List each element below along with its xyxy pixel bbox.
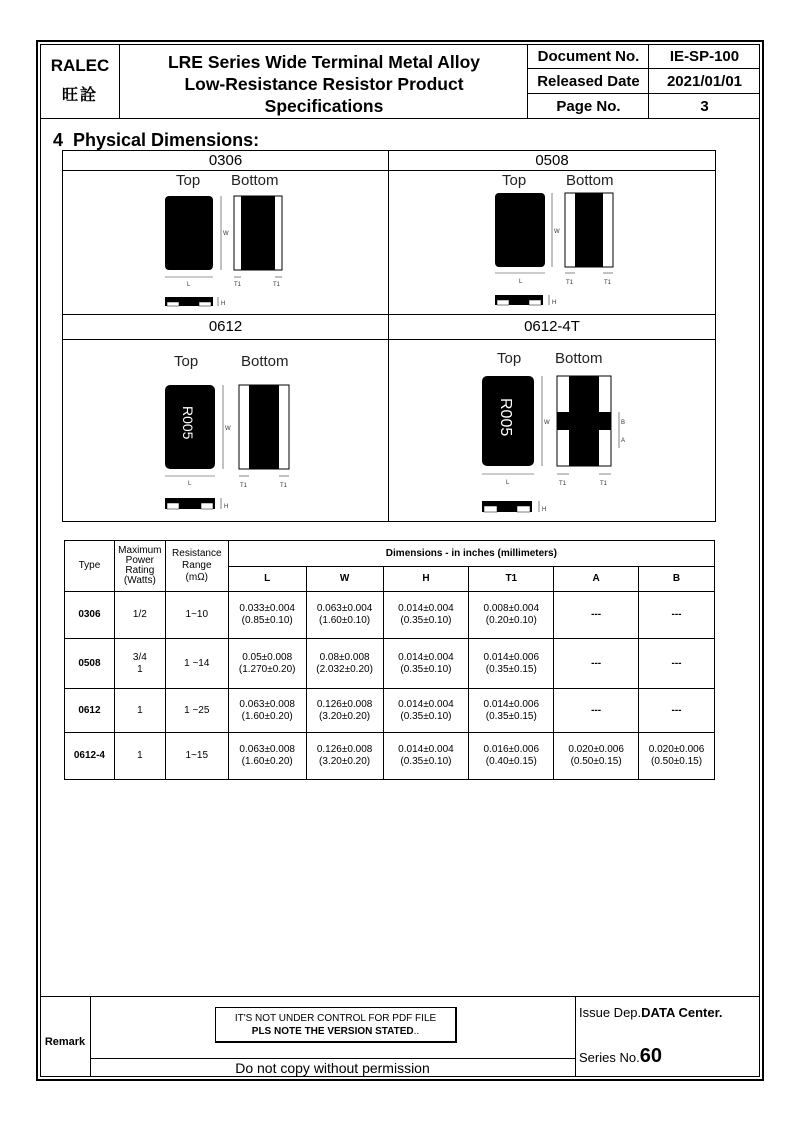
cell-h: 0.014±0.004 (0.35±0.10): [383, 733, 469, 780]
issue-dep: [579, 1005, 723, 1020]
cell-range: 1~10: [165, 592, 228, 639]
dimension-figures: [62, 150, 716, 522]
col-header-a: A: [554, 567, 639, 592]
panel-title-0612: 0612: [208, 318, 243, 335]
col-header-t1: T1: [469, 567, 554, 592]
cell-a: ---: [554, 689, 639, 733]
col-header-type: Type: [65, 541, 115, 592]
bottom-label: Bottom: [555, 350, 603, 367]
drawing-0612: [63, 340, 388, 521]
cell-h: 0.014±0.004 (0.35±0.10): [383, 592, 469, 639]
pdf-control-notice: [215, 1007, 457, 1043]
dim-label-t1: T1: [600, 481, 608, 487]
panel-title-0508: 0508: [535, 152, 569, 169]
dim-label-l: L: [506, 480, 510, 486]
dim-label-h: H: [552, 300, 557, 306]
dim-label-t1: T1: [273, 282, 281, 288]
table-row: [65, 689, 715, 733]
table-row: [65, 639, 715, 689]
cell-type: 0508: [65, 639, 115, 689]
col-header-power: Maximum Power Rating (Watts): [114, 541, 165, 592]
top-label: Top: [174, 353, 199, 370]
dim-label-t1: T1: [559, 481, 567, 487]
bottom-label: Bottom: [566, 172, 614, 189]
series-label: Series No.: [579, 1050, 640, 1065]
cell-w: 0.126±0.008 (3.20±0.20): [306, 689, 383, 733]
resistor-marking: R005: [180, 406, 196, 440]
dim-label-t1: T1: [240, 483, 248, 489]
cell-a: ---: [554, 639, 639, 689]
col-header-b: B: [639, 567, 715, 592]
copy-notice: Do not copy without permission: [235, 1060, 430, 1076]
cell-t1: 0.016±0.006 (0.40±0.15): [469, 733, 554, 780]
cell-b: 0.020±0.006 (0.50±0.15): [639, 733, 715, 780]
company-name: RALEC: [50, 56, 110, 75]
dim-label-w: W: [223, 231, 229, 237]
cell-power: 1: [114, 689, 165, 733]
page-no-value: 3: [700, 98, 709, 115]
dim-label-t1: T1: [234, 282, 242, 288]
issue-value: DATA Center.: [641, 1005, 723, 1020]
section-heading: 4 Physical Dimensions:: [53, 130, 260, 150]
resistor-top-view: [165, 196, 213, 270]
remark-label: Remark: [44, 1036, 86, 1048]
notice-suffix: ..: [413, 1026, 420, 1037]
dim-label-l: L: [187, 282, 191, 288]
table-header-row: [65, 541, 715, 567]
col-header-resistance: Resistance Range (mΩ): [165, 541, 228, 592]
panel-title-0306: 0306: [208, 152, 243, 169]
dim-label-a: A: [621, 438, 626, 444]
released-label: Released Date: [537, 73, 640, 90]
cell-power: 1/2: [114, 592, 165, 639]
cell-a: 0.020±0.006 (0.50±0.15): [554, 733, 639, 780]
cell-power: 1: [114, 733, 165, 780]
table-row: [65, 733, 715, 780]
cell-range: 1 ~25: [165, 689, 228, 733]
bottom-label: Bottom: [241, 353, 289, 370]
col-header-l: L: [228, 567, 306, 592]
col-header-w: W: [306, 567, 383, 592]
col-header-dimensions: Dimensions - in inches (millimeters): [228, 541, 714, 567]
resistor-top-view: [495, 193, 545, 267]
dim-label-t1: T1: [280, 483, 288, 489]
drawing-0306: [63, 171, 388, 314]
cell-l: 0.033±0.004 (0.85±0.10): [228, 592, 306, 639]
title-line-1: LRE Series Wide Terminal Metal Alloy: [167, 52, 480, 72]
series-no: [579, 1045, 662, 1068]
fig-rule-2: [63, 314, 715, 315]
top-label: Top: [502, 172, 527, 189]
cell-w: 0.08±0.008 (2.032±0.20): [306, 639, 383, 689]
cell-a: ---: [554, 592, 639, 639]
bottom-label: Bottom: [231, 172, 279, 189]
panel-title-0612-4t: 0612-4T: [524, 318, 580, 335]
dim-label-h: H: [224, 504, 229, 510]
cell-w: 0.126±0.008 (3.20±0.20): [306, 733, 383, 780]
cell-w: 0.063±0.004 (1.60±0.10): [306, 592, 383, 639]
cell-range: 1 ~14: [165, 639, 228, 689]
table-row: [65, 592, 715, 639]
cell-type: 0612: [65, 689, 115, 733]
dim-label-w: W: [225, 426, 231, 432]
footer-top-rule: [40, 996, 760, 997]
dim-label-t1: T1: [566, 280, 574, 286]
cell-h: 0.014±0.004 (0.35±0.10): [383, 639, 469, 689]
released-value: 2021/01/01: [666, 73, 743, 90]
cell-power: 3/4 1: [114, 639, 165, 689]
top-label: Top: [176, 172, 201, 189]
cell-b: ---: [639, 689, 715, 733]
cell-type: 0612-4: [65, 733, 115, 780]
cell-t1: 0.008±0.004 (0.20±0.10): [469, 592, 554, 639]
dim-label-b: B: [621, 420, 626, 426]
notice-line-2: PLS NOTE THE VERSION STATED: [251, 1026, 414, 1037]
resistor-marking: R005: [497, 398, 514, 437]
footer-copy-rule: [90, 1058, 575, 1059]
series-value: 60: [639, 1045, 662, 1067]
cell-l: 0.05±0.008 (1.270±0.20): [228, 639, 306, 689]
cell-b: ---: [639, 592, 715, 639]
footer-right-divider: [575, 996, 576, 1077]
cell-h: 0.014±0.004 (0.35±0.10): [383, 689, 469, 733]
page-no-label: Page No.: [556, 98, 621, 115]
cell-l: 0.063±0.008 (1.60±0.20): [228, 689, 306, 733]
document-title: [120, 51, 528, 117]
cell-t1: 0.014±0.006 (0.35±0.15): [469, 639, 554, 689]
dimensions-table: [64, 540, 715, 780]
drawing-0612-4t: [389, 340, 715, 521]
title-line-3: Specifications: [264, 96, 384, 116]
dim-label-l: L: [188, 481, 192, 487]
dim-label-h: H: [221, 301, 226, 307]
cell-range: 1~15: [165, 733, 228, 780]
issue-label: Issue Dep.: [579, 1005, 642, 1020]
company-name-cn: 旺詮: [61, 85, 98, 104]
drawing-0508: [389, 171, 715, 314]
dim-label-w: W: [544, 420, 550, 426]
notice-line-1: IT'S NOT UNDER CONTROL FOR PDF FILE: [234, 1013, 437, 1024]
dim-label-w: W: [554, 229, 560, 235]
dim-label-t1: T1: [604, 280, 612, 286]
doc-no-label: Document No.: [537, 48, 640, 65]
dim-label-h: H: [542, 507, 547, 513]
cell-b: ---: [639, 639, 715, 689]
col-header-h: H: [383, 567, 469, 592]
doc-no-value: IE-SP-100: [669, 48, 740, 65]
cell-t1: 0.014±0.006 (0.35±0.15): [469, 689, 554, 733]
cell-l: 0.063±0.008 (1.60±0.20): [228, 733, 306, 780]
title-line-2: Low-Resistance Resistor Product: [184, 74, 464, 94]
top-label: Top: [497, 350, 522, 367]
dim-label-l: L: [519, 279, 523, 285]
cell-type: 0306: [65, 592, 115, 639]
